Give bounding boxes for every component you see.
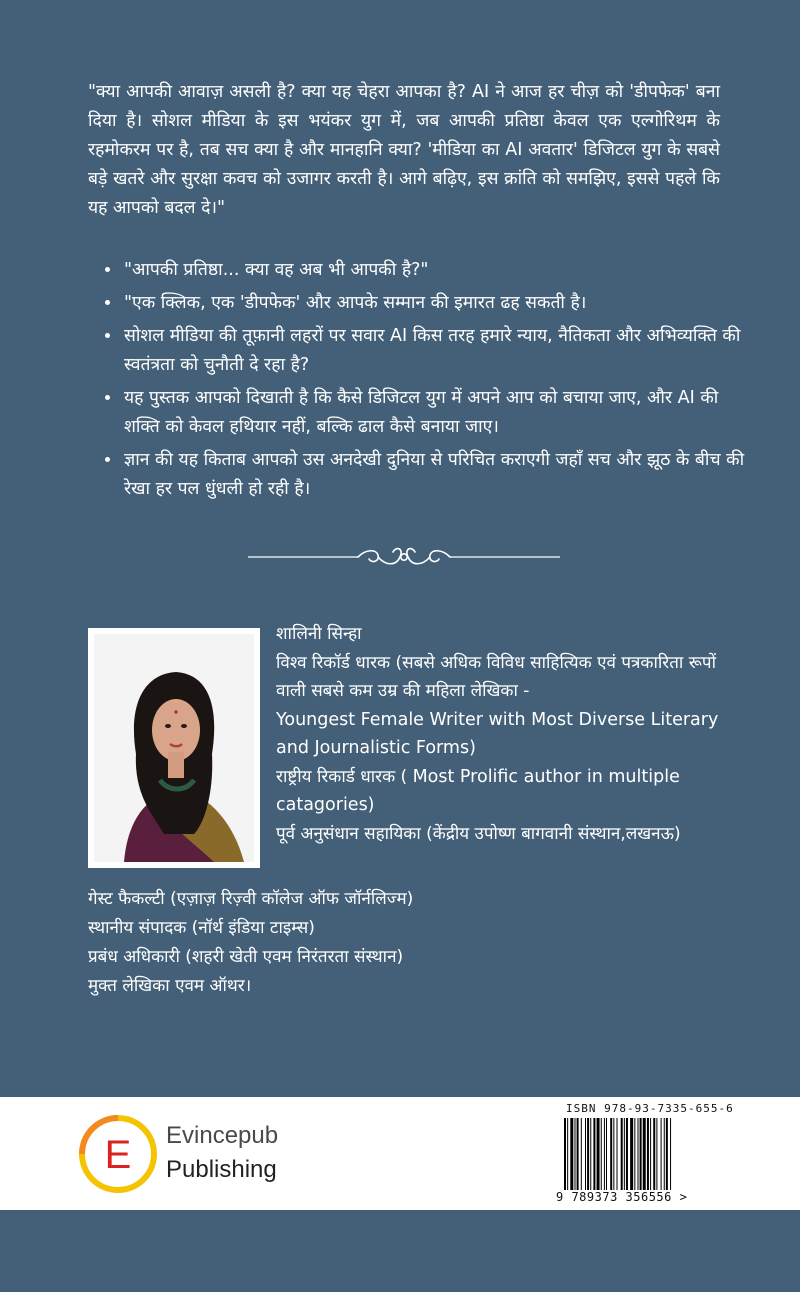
author-roles: [88, 885, 728, 1001]
role-line: प्रबंध अधिकारी (शहरी खेती एवम निरंतरता संस्थान): [88, 947, 404, 967]
bullet-item: • "आपकी प्रतिष्ठा... क्या वह अब भी आपकी है?": [122, 256, 747, 285]
bullet-item: • "एक क्लिक, एक 'डीपफेक' और आपके सम्मान की इमारत ढह सकती है।: [122, 289, 747, 318]
blurb-paragraph: "क्या आपकी आवाज़ असली है? क्या यह चेहरा आपका है? AI ने आज हर चीज़ को 'डीपफेक' बना दिया है। सोशल मीडिया के इस भयंकर युग में, जब आपकी प्रतिष्ठा केवल एक एल्गोरिथम के रहमोकरम पर है, तब सच क्या है और मानहानि क्या? 'मीडिया का AI अवतार' डिजिटल युग के सबसे बड़े खतरे और सुरक्षा कवच को उजागर करती है। आगे बढ़िए, इस क्रांति को समझिए, इससे पहले कि यह आपको बदल दे।": [88, 82, 720, 218]
bullet-item: • यह पुस्तक आपको दिखाती है कि कैसे डिजिटल युग में अपने आप को बचाया जाए, और AI की शक्ति को केवल हथियार नहीं, बल्कि ढाल कैसे बनाया जाए।: [122, 384, 747, 442]
bullet-item: • ज्ञान की यह किताब आपको उस अनदेखी दुनिया से परिचित कराएगी जहाँ सच और झूठ के बीच की रेखा हर पल धुंधली हो रही है।: [122, 446, 747, 504]
former-position: पूर्व अनुसंधान सहायिका (केंद्रीय उपोष्ण बागवानी संस्थान,लखनऊ): [276, 823, 681, 844]
national-record-hindi: राष्ट्रीय रिकार्ड धारक (: [276, 766, 408, 787]
author-bio: [276, 620, 746, 848]
flourish-divider: [248, 540, 560, 574]
national-record: [276, 763, 746, 820]
barcode-digits: 9 789373 356556 >: [556, 1190, 688, 1204]
isbn-barcode: [564, 1118, 714, 1190]
world-record-hindi: विश्व रिकॉर्ड धारक (सबसे अधिक विविध साहित्यिक एवं पत्रकारिता रूपों वाली सबसे कम उम्र की महिला लेखिका -: [276, 652, 716, 701]
bullet-item: • सोशल मीडिया की तूफ़ानी लहरों पर सवार AI किस तरह हमारे न्याय, नैतिकता और अभिव्यक्ति की स्वतंत्रता को चुनौती दे रहा है?: [122, 322, 747, 380]
logo-letter: E: [104, 1133, 132, 1177]
publisher-subtitle: Publishing: [166, 1156, 277, 1183]
author-name: शालिनी सिन्हा: [276, 624, 362, 644]
publisher-name: Evincepub: [166, 1122, 279, 1149]
role-line: स्थानीय संपादक (नॉर्थ इंडिया टाइम्स): [88, 918, 315, 938]
world-record-english: Youngest Female Writer with Most Diverse Literary and Journalistic Forms): [276, 709, 719, 758]
role-line: गेस्ट फैकल्टी (एज़ाज़ रिज़्वी कॉलेज ऑफ जॉर्नलिज्म): [88, 889, 414, 909]
evincepub-logo-icon: [78, 1114, 158, 1194]
isbn-label: ISBN 978-93-7335-655-6: [566, 1102, 734, 1115]
national-record-english: Most Prolific author in multiple catagories): [276, 766, 680, 815]
feature-bullet-list: [100, 256, 747, 508]
role-line: मुक्त लेखिका एवम ऑथर।: [88, 976, 252, 996]
author-photo: [88, 628, 260, 868]
